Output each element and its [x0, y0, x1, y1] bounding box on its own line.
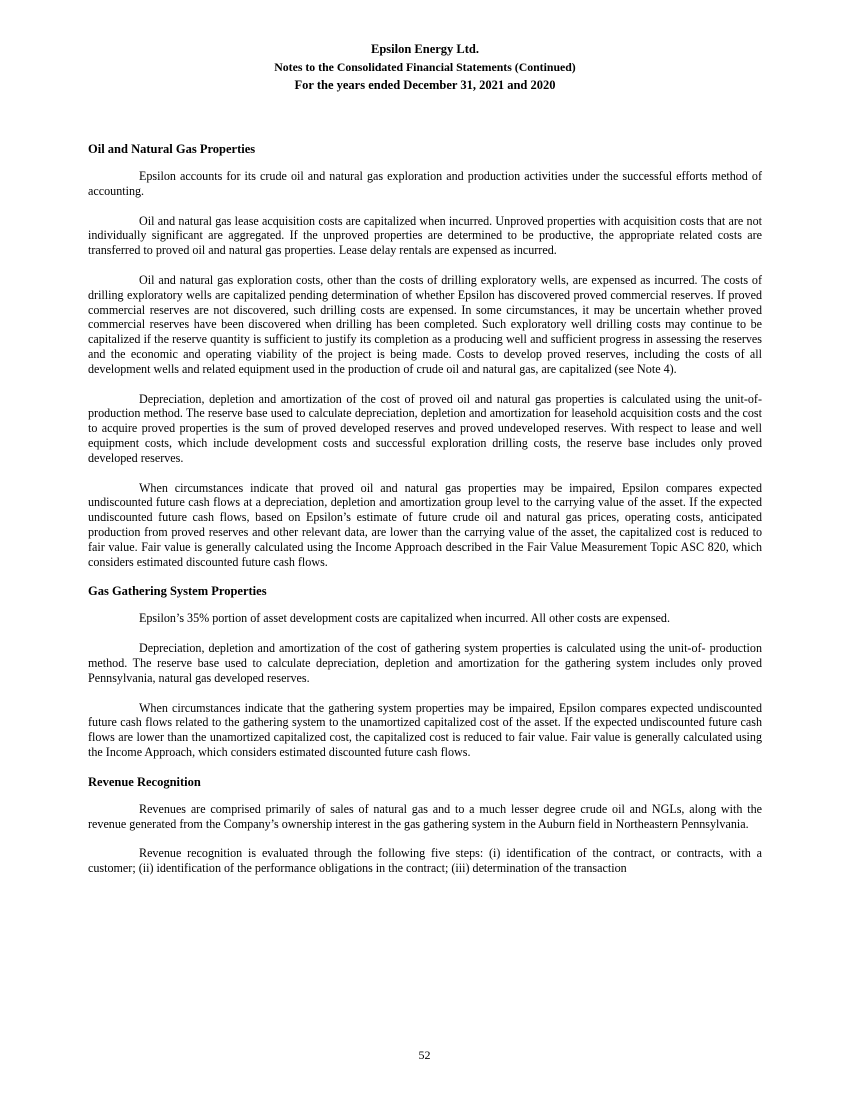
- paragraph: Depreciation, depletion and amortization of the cost of gathering system properties is calculated using the unit-of- production method. The reserve base used to calculate depreciation, depletion and amortization for the gathering system includes only proved Pennsylvania, natural gas developed reserves.: [88, 641, 762, 685]
- reporting-period: For the years ended December 31, 2021 and 2020: [294, 78, 556, 92]
- paragraph: Depreciation, depletion and amortization of the cost of proved oil and natural gas properties is calculated using the unit-of-production method. The reserve base used to calculate depreciation, depletion and amortization for leasehold acquisition costs and the cost to acquire proved properties is the sum of proved developed reserves and proved undeveloped reserves. With respect to lease and well equipment costs, which include development costs and successful exploration drilling costs, the reserve base includes only proved developed reserves.: [88, 391, 762, 465]
- paragraph: Oil and natural gas exploration costs, other than the costs of drilling exploratory wells, are expensed as incurred. The costs of drilling exploratory wells are capitalized pending determination of whether Epsilon has discovered proved commercial reserves. If proved commercial reserves are not discovered, such drilling costs are expensed. In some circumstances, it may be uncertain whether proved commercial reserves have been discovered when drilling has been completed. Such exploratory well drilling costs may continue to be capitalized if the reserve quantity is sufficient to justify its completion as a producing well and sufficient progress in assessing the reserves and the economic and operating viability of the project is being made. Costs to develop proved reserves, including the costs of all development wells and related equipment used in the production of crude oil and natural gas, are capitalized (see Note 4).: [88, 272, 762, 376]
- section-heading-revenue-recognition: Revenue Recognition: [88, 774, 201, 789]
- document-subtitle: Notes to the Consolidated Financial Statements (Continued): [274, 60, 576, 74]
- paragraph: When circumstances indicate that the gathering system properties may be impaired, Epsilon compares expected undiscounted future cash flows related to the gathering system to the unamortized capitalized cost of the asset. If the expected undiscounted future cash flows are lower than the unamortized capitalized cost, the capitalized cost is reduced to fair value. Fair value is generally calculated using the Income Approach, which considers estimated discounted future cash flows.: [88, 700, 762, 759]
- paragraph: Oil and natural gas lease acquisition costs are capitalized when incurred. Unproved properties with acquisition costs that are not individually significant are aggregated. If the unproved properties are determined to be productive, the appropriate related costs are transferred to proved oil and natural gas properties. Lease delay rentals are expensed as incurred.: [88, 213, 762, 258]
- paragraph: When circumstances indicate that proved oil and natural gas properties may be impaired, Epsilon compares expected undiscounted future cash flows at a depreciation, depletion and amortization group level to the carrying value of the asset. If the expected undiscounted future cash flows, based on Epsilon’s estimate of future crude oil and natural gas prices, operating costs, anticipated production from proved reserves and other relevant data, are lower than the carrying value of the asset, the capitalized cost is reduced to fair value. Fair value is generally calculated using the Income Approach described in the Fair Value Measurement Topic ASC 820, which considers estimated discounted future cash flows.: [88, 480, 762, 569]
- document-page: [88, 40, 762, 891]
- document-body: [88, 142, 762, 876]
- paragraph: Epsilon’s 35% portion of asset development costs are capitalized when incurred. All other costs are expensed.: [139, 611, 670, 626]
- section-heading-gas-gathering: Gas Gathering System Properties: [88, 584, 267, 599]
- company-name: Epsilon Energy Ltd.: [370, 42, 479, 56]
- page-number: 52: [418, 1048, 431, 1062]
- paragraph: Revenues are comprised primarily of sales of natural gas and to a much lesser degree crude oil and NGLs, along with the revenue generated from the Company’s ownership interest in the gas gathering system in the Auburn field in Northeastern Pennsylvania.: [88, 801, 762, 831]
- paragraph: Epsilon accounts for its crude oil and natural gas exploration and production activities under the successful efforts method of accounting.: [88, 169, 762, 198]
- section-heading-oil-gas-properties: Oil and Natural Gas Properties: [88, 142, 256, 156]
- paragraph: Revenue recognition is evaluated through the following five steps: (i) identification of the contract, or contracts, with a customer; (ii) identification of the performance obligations in the contract; (iii) determination of the transaction: [88, 846, 762, 876]
